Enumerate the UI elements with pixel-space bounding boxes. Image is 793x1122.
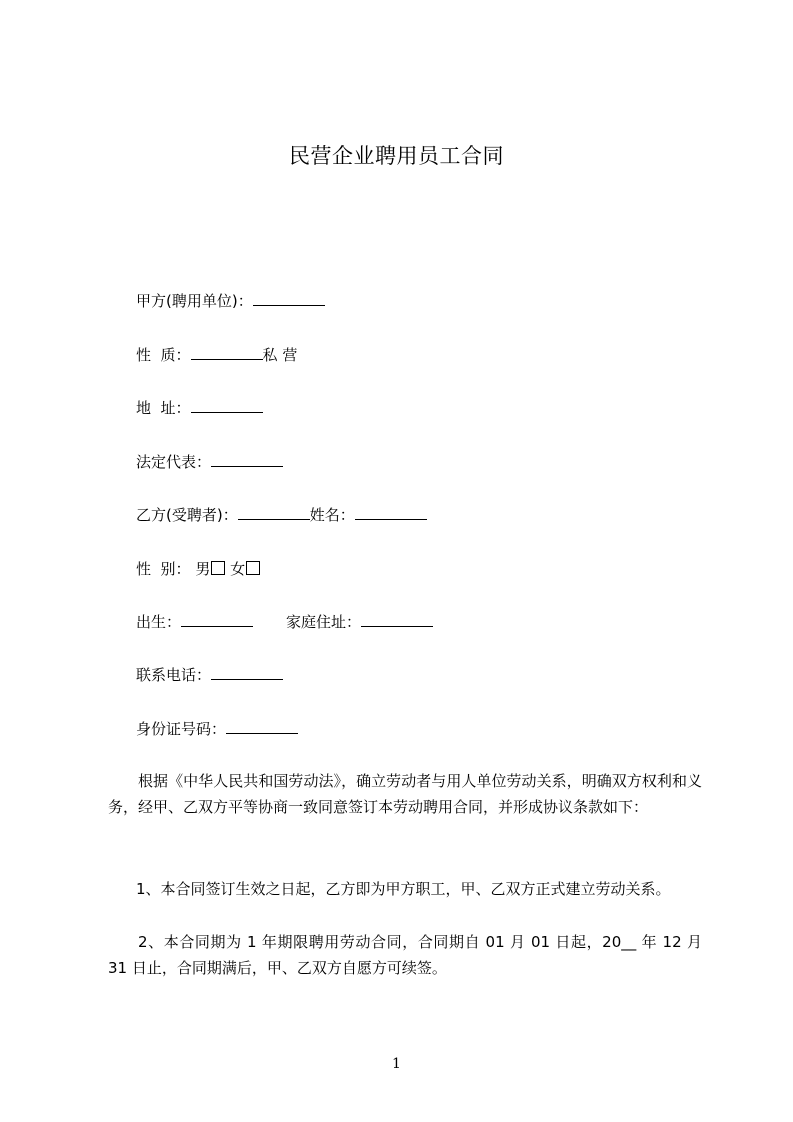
fill-blank[interactable] [253,291,325,306]
field-label: 地 址： [136,399,191,417]
gender-male-label: 男 [195,560,211,578]
field-label: 性 质： [136,346,191,364]
clause-2: 2、本合同期为 1 年期限聘用劳动合同，合同期自 01 月 01 日起，20__ 年 12 月 31 日止，合同期满后，甲、乙双方自愿方可续签。 [108,933,702,977]
field-label: 性 别： [136,560,191,578]
field-legal-rep [136,452,283,472]
field-label: 法定代表： [136,453,212,471]
field-label: 身份证号码： [136,720,227,738]
gender-male-checkbox[interactable] [211,561,225,575]
fill-blank[interactable] [361,612,433,627]
gender-female-checkbox[interactable] [246,561,260,575]
field-label: 姓名： [309,506,355,524]
field-id-number [136,719,298,739]
document-title: 民营企业聘用员工合同 [289,144,504,168]
intro-paragraph: 根据《中华人民共和国劳动法》，确立劳动者与用人单位劳动关系，明确双方权利和义务，经甲、乙双方平等协商一致同意签订本劳动聘用合同，并形成协议条款如下： [108,772,702,816]
field-phone [136,665,283,685]
fill-blank[interactable] [191,398,263,413]
field-birth [136,612,433,632]
fill-blank[interactable] [355,505,427,520]
page-number: 1 [392,1056,401,1072]
field-label: 甲方(聘用单位)： [136,292,253,310]
field-nature [136,345,297,365]
fill-blank[interactable] [226,719,298,734]
clause-1: 1、本合同签订生效之日起，乙方即为甲方职工，甲、乙双方正式建立劳动关系。 [136,880,671,898]
field-label: 出生： [136,613,182,631]
field-party-a [136,291,325,311]
field-gender [136,559,260,579]
fill-blank[interactable] [181,612,253,627]
gender-female-label: 女 [230,560,246,578]
field-party-b [136,505,427,525]
field-address [136,398,263,418]
field-label: 乙方(受聘者)： [136,506,238,524]
fill-blank[interactable] [191,345,263,360]
fill-blank[interactable] [238,505,310,520]
field-label: 家庭住址： [286,613,362,631]
fill-blank[interactable] [211,665,283,680]
field-label: 联系电话： [136,666,212,684]
fill-blank[interactable] [211,452,283,467]
field-value: 私 营 [262,346,298,364]
